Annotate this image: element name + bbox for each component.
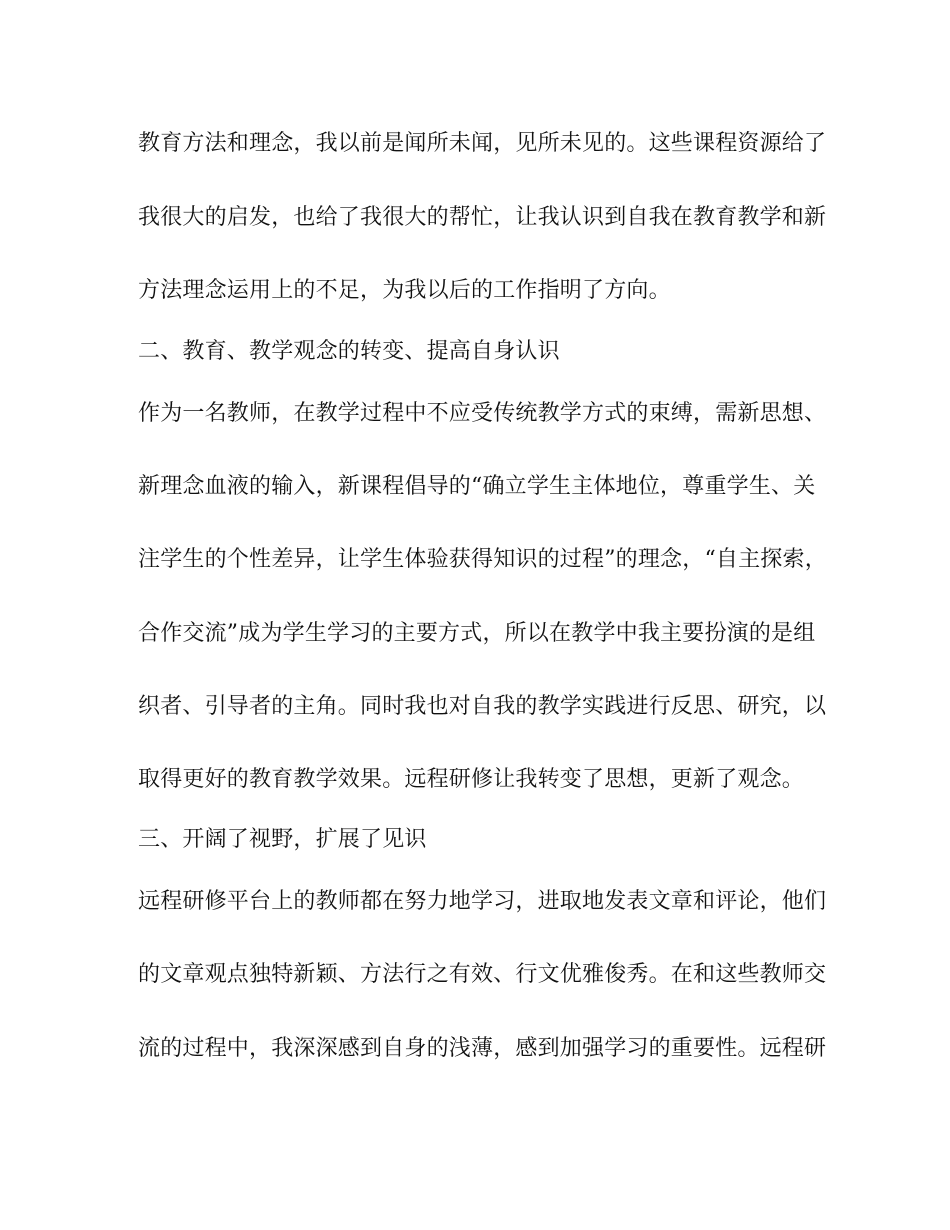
paragraph-line: 注学生的个性差异，让学生体验获得知识的过程”的理念，“自主探索， xyxy=(138,547,827,572)
paragraph-line: 流的过程中，我深深感到自身的浅薄，感到加强学习的重要性。远程研 xyxy=(138,1036,827,1061)
section-heading: 三、开阔了视野，扩展了见识 xyxy=(138,827,427,852)
paragraph-line: 的文章观点独特新颖、方法行之有效、行文优雅俊秀。在和这些教师交 xyxy=(138,962,827,987)
paragraph-line: 合作交流”成为学生学习的主要方式，所以在教学中我主要扮演的是组 xyxy=(138,621,816,646)
paragraph-line: 远程研修平台上的教师都在努力地学习，进取地发表文章和评论，他们 xyxy=(138,889,827,914)
paragraph-line: 织者、引导者的主角。同时我也对自我的教学实践进行反思、研究，以 xyxy=(138,694,827,719)
paragraph-line: 方法理念运用上的不足，为我以后的工作指明了方向。 xyxy=(138,278,671,303)
paragraph-line: 我很大的启发，也给了我很大的帮忙，让我认识到自我在教育教学和新 xyxy=(138,205,827,230)
paragraph-line: 取得更好的教育教学效果。远程研修让我转变了思想，更新了观念。 xyxy=(138,767,805,792)
paragraph-line: 作为一名教师，在教学过程中不应受传统教学方式的束缚，需新思想、 xyxy=(138,401,827,426)
paragraph-line: 新理念血液的输入，新课程倡导的“确立学生主体地位，尊重学生、关 xyxy=(138,474,816,499)
section-heading: 二、教育、教学观念的转变、提高自身认识 xyxy=(138,339,560,364)
paragraph-line: 教育方法和理念，我以前是闻所未闻，见所未见的。这些课程资源给了 xyxy=(138,131,827,156)
